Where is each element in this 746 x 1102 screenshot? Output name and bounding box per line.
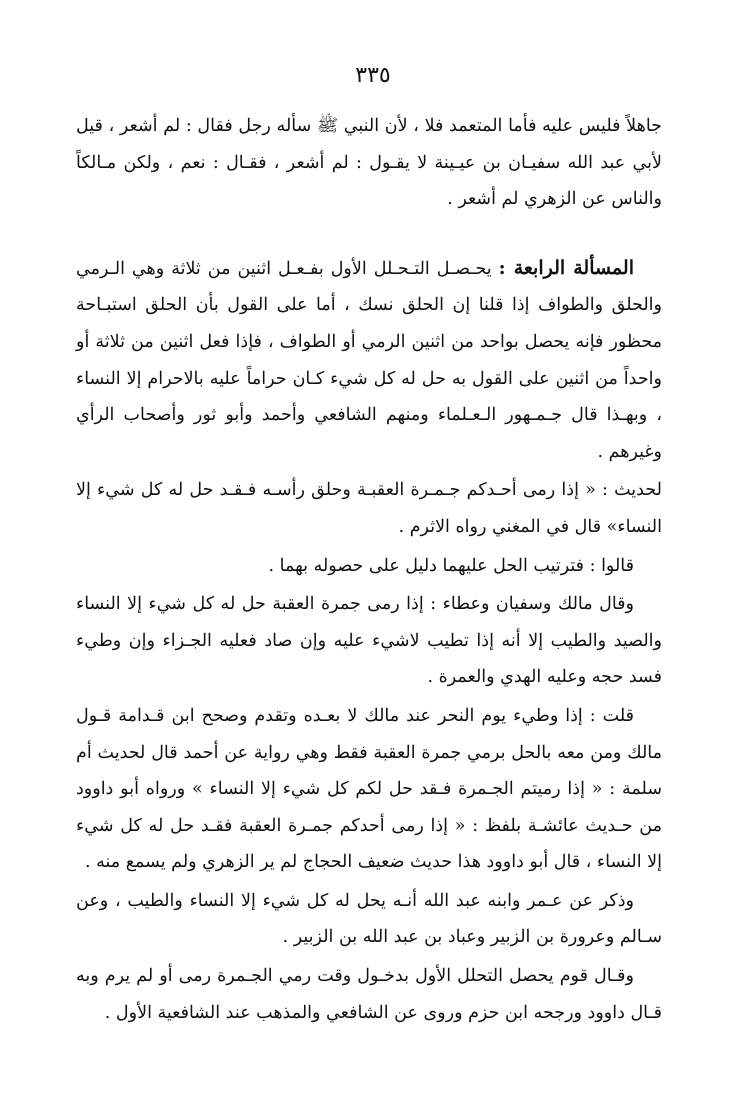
body-text [76,108,662,1033]
paragraph-8-text: وقـال قوم يحصل التحلل الأول بدخـول وقت رمي الجـمرة رمى أو لم يرم وبه قـال داوود ورجحه ابن حزم وروى عن الشافعي والمذهب عند الشافعية الأول . [76,966,662,1023]
paragraph-8 [76,958,662,1031]
section-heading: المسألة الرابعة : [498,256,634,279]
paragraph-7-text: وذكر عن عـمر وابنه عبد الله أنـه يحل له كل شيء إلا النساء والطيب ، وعن سـالم وعرورة بن الزبير وعباد بن عبد الله بن الزبير . [76,890,662,948]
paragraph-3 [76,472,662,545]
page-number: ٣٣٥ [355,63,391,88]
paragraph-1 [76,108,662,218]
paragraph-3-text: لحديث : « إذا رمى أحـدكم جـمـرة العقبـة وحلق رأسـه فـقـد حل له كل شيء إلا النساء» قال في المغني رواه الاثرم . [76,480,662,537]
paragraph-5-text: وقال مالك وسفيان وعطاء : إذا رمى جمرة العقبة حل له كل شيء إلا النساء والصيد والطيب إلا أنه إذا تطيب لاشيء عليه وإن صاد فعليه الجـزاء وإن وطيء فسد حجه وعليه الهدي والعمرة . [76,594,662,688]
paragraph-4 [76,548,662,585]
paragraph-5 [76,586,662,696]
paragraph-2 [76,250,662,471]
paragraph-4-text: قالوا : فترتيب الحل عليهما دليل على حصوله بهما . [268,555,634,576]
paragraph-6 [76,698,662,881]
paragraph-2-text: يحـصـل التـحـلل الأول بفـعـل اثنين من ثلاثة وهي الـرمي والحلق والطواف إذا قلنا إن الحلق نسك ، أما على القول بأن الحلق استبـاحة محظور فإنه يحصل بواحد من اثنين الرمي أو الطواف ، فإذا فعل اثنين من ثلاثة أو واحداً من اثنين على القول به حل له كل شيء كـان حراماً عليه بالاحرام إلا النساء ، وبهـذا قال جـمـهور الـعـلماء ومنهم الشافعي وأحمد وأبو ثور وأصحاب الرأي وغيرهم . [76,258,662,462]
paragraph-1-text: جاهلاً فليس عليه فأما المتعمد فلا ، لأن النبي ﷺ سأله رجل فقال : لم أشعر ، قيل لأبي عبد الله سفيـان بن عيـينة لا يقـول : لم أشعر ، فقـال : نعم ، ولكن مـالكاً والناس عن الزهري لم أشعر . [76,116,662,210]
paragraph-7 [76,883,662,956]
paragraph-6-text: قلت : إذا وطيء يوم النحر عند مالك لا بعـده وتقدم وصحح ابن قـدامة قـول مالك ومن معه بالحل برمي جمرة العقبة فقط وهي رواية عن أحمد قال لحديث أم سلمة : « إذا رميتم الجـمرة فـقد حل لكم كل شيء إلا النساء » ورواه أبو داوود من حـديث عائشـة بلفظ : « إذا رمى أحدكم جمـرة العقبة فقـد حل له كل شيء إلا النساء ، قال أبو داوود هذا حديث ضعيف الحجاج لم ير الزهري ولم يسمع منه . [76,705,662,873]
